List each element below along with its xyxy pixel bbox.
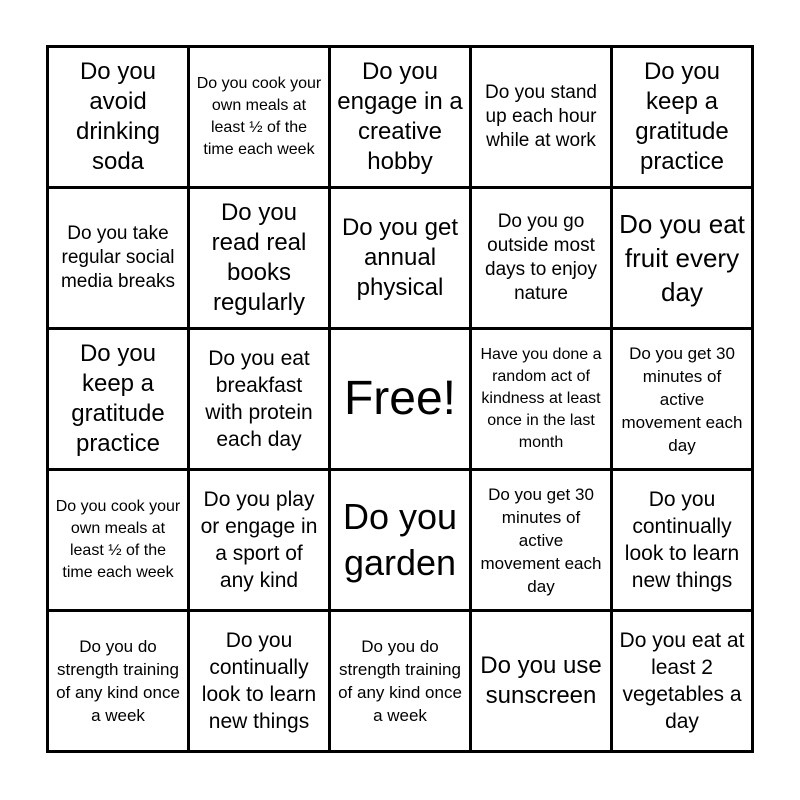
cell-text: Do you play or engage in a sport of any kind xyxy=(200,488,318,592)
bingo-cell[interactable] xyxy=(49,48,187,186)
bingo-cell[interactable] xyxy=(190,612,328,750)
cell-text: Do you get 30 minutes of active movement each day xyxy=(621,343,743,455)
cell-text: Do you cook your own meals at least ½ of the time each week xyxy=(55,498,181,581)
cell-text: Do you eat at least 2 vegetables a day xyxy=(619,629,745,733)
cell-text: Do you keep a gratitude practice xyxy=(635,58,729,175)
cell-text: Do you stand up each hour while at work xyxy=(485,82,597,151)
cell-text: Do you get 30 minutes of active movement each day xyxy=(480,484,602,596)
bingo-cell[interactable] xyxy=(613,330,751,468)
cell-text: Do you avoid drinking soda xyxy=(75,58,161,175)
cell-text: Do you take regular social media breaks xyxy=(60,223,176,292)
bingo-cell[interactable] xyxy=(49,612,187,750)
bingo-cell[interactable] xyxy=(613,189,751,327)
bingo-cell[interactable] xyxy=(472,471,610,609)
cell-text: Do you eat fruit every day xyxy=(619,209,745,307)
cell-text: Do you do strength training of any kind once a week xyxy=(338,637,462,725)
cell-text: Do you keep a gratitude practice xyxy=(71,340,165,457)
bingo-cell[interactable] xyxy=(472,612,610,750)
bingo-cell[interactable] xyxy=(190,189,328,327)
cell-text: Do you garden xyxy=(342,496,458,583)
cell-text: Do you eat breakfast with protein each day xyxy=(205,347,313,451)
bingo-cell[interactable] xyxy=(49,330,187,468)
bingo-cell[interactable] xyxy=(472,330,610,468)
cell-text: Do you cook your own meals at least ½ of the time each week xyxy=(196,75,322,158)
cell-text: Do you continually look to learn new things xyxy=(201,629,317,733)
bingo-cell[interactable] xyxy=(613,48,751,186)
bingo-cell[interactable] xyxy=(613,612,751,750)
cell-text: Do you engage in a creative hobby xyxy=(337,58,463,175)
bingo-cell[interactable] xyxy=(472,48,610,186)
bingo-cell[interactable] xyxy=(472,189,610,327)
bingo-cell[interactable] xyxy=(331,612,469,750)
bingo-cell[interactable] xyxy=(613,471,751,609)
bingo-cell[interactable] xyxy=(190,330,328,468)
bingo-cell[interactable] xyxy=(49,189,187,327)
cell-text: Do you do strength training of any kind once a week xyxy=(56,637,180,725)
bingo-cell[interactable] xyxy=(331,471,469,609)
bingo-cell[interactable] xyxy=(49,471,187,609)
cell-text: Have you done a random act of kindness at least once in the last month xyxy=(480,346,602,451)
cell-text: Do you get annual physical xyxy=(341,214,459,301)
cell-text: Do you go outside most days to enjoy nature xyxy=(485,211,597,304)
cell-text: Do you use sunscreen xyxy=(480,652,602,709)
cell-text: Do you read real books regularly xyxy=(211,199,307,316)
bingo-board xyxy=(46,45,754,753)
bingo-cell[interactable] xyxy=(331,189,469,327)
free-space[interactable] xyxy=(331,330,469,468)
cell-text: Free! xyxy=(343,372,457,425)
bingo-cell[interactable] xyxy=(190,48,328,186)
bingo-cell[interactable] xyxy=(190,471,328,609)
cell-text: Do you continually look to learn new things xyxy=(624,488,740,592)
bingo-cell[interactable] xyxy=(331,48,469,186)
